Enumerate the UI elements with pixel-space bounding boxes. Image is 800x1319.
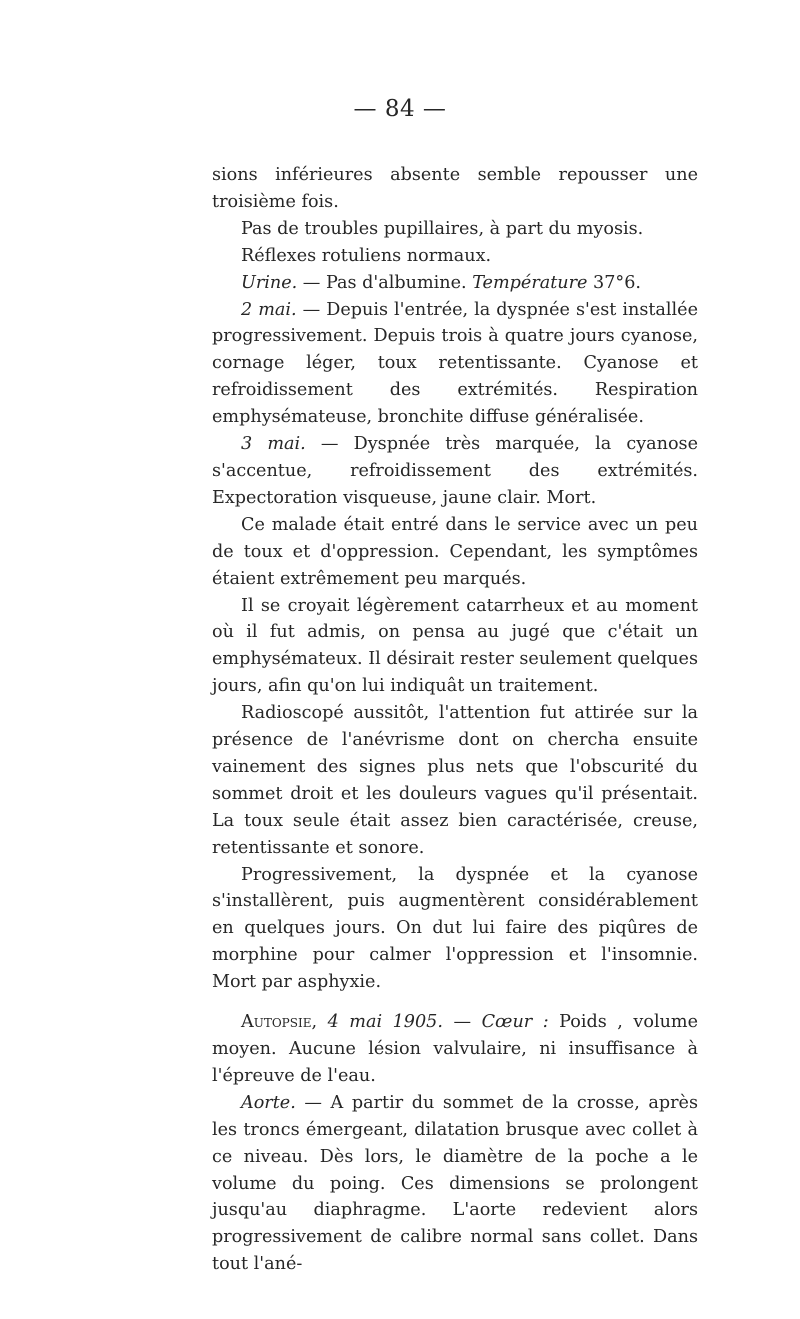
- paragraph-progression: Progressivement, la dyspnée et la cyanose s'installèrent, puis augmentèrent considérablement en quelques jours. On dut lui faire des piqûres de morphine pour calmer l'oppression et l'insomnie. Mort par asphyxie.: [212, 864, 698, 993]
- paragraph-continuation: sions inférieures absente semble repousser une troisième fois.: [212, 165, 698, 212]
- date-may-2: 2 mai.: [241, 299, 297, 320]
- heart-text: Poids , volume moyen. Aucune lésion valvulaire, ni insuffisance à l'épreuve de l'eau.: [212, 1012, 698, 1086]
- paragraph-aorta: [212, 1090, 698, 1278]
- paragraph-autopsy: [212, 1009, 698, 1090]
- paragraph-may-3: [212, 431, 698, 512]
- paragraph-catarrh: Il se croyait légèrement catarrheux et au moment où il fut admis, on pensa au jugé que c'était un emphysémateux. Il désirait rester seulement quelques jours, afin qu'on lui indiquât un traitement.: [212, 595, 698, 697]
- may-2-text: — Depuis l'entrée, la dyspnée s'est installée progressivement. Depuis trois à quatre jours cyanose, cornage léger, toux retentissante. Cyanose et refroidissement des extrémités. Respiration emphysémateuse, bronchite diffuse généralisée.: [212, 299, 698, 428]
- aorta-label: Aorte.: [241, 1092, 296, 1113]
- paragraph-may-2: [212, 297, 698, 432]
- paragraph-radioscopy: Radioscopé aussitôt, l'attention fut attirée sur la présence de l'anévrisme dont on chercha ensuite vainement des signes plus nets que l'obscurité du sommet droit et les douleurs vagues qu'il présentait. La toux seule était assez bien caractérisée, creuse, retentissante et sonore.: [212, 703, 698, 858]
- heart-label: Cœur :: [481, 1012, 549, 1033]
- autopsy-date: 4 mai 1905.: [317, 1012, 443, 1033]
- autopsy-separator: —: [442, 1012, 482, 1033]
- autopsy-label: Autopsie,: [241, 1012, 318, 1033]
- body-text: [212, 162, 698, 1278]
- section-gap: [212, 996, 698, 1009]
- page-number: — 84 —: [353, 96, 447, 122]
- paragraph-urine: [212, 270, 698, 297]
- aorta-text: — A partir du sommet de la crosse, après les troncs émergeant, dilatation brusque avec collet à ce niveau. Dès lors, le diamètre de la poche a le volume du poing. Ces dimensions se prolongent jusqu'au diaphragme. L'aorte redevient alors progressivement de calibre normal sans collet. Dans tout l'ané-: [212, 1092, 698, 1275]
- paragraph-reflexes: Réflexes rotuliens normaux.: [241, 245, 492, 266]
- paragraph-patient-admission: Ce malade était entré dans le service avec un peu de toux et d'oppression. Cependant, les symptômes étaient extrêmement peu marqués.: [212, 514, 698, 589]
- date-may-3: 3 mai.: [241, 434, 306, 455]
- urine-text: — Pas d'albumine.: [297, 272, 473, 293]
- urine-label: Urine.: [241, 272, 298, 293]
- temperature-label: Température: [472, 272, 588, 293]
- paragraph-pupils: Pas de troubles pupillaires, à part du myosis.: [241, 218, 644, 239]
- temperature-value: 37°6.: [587, 272, 642, 293]
- may-3-text: — Dyspnée très marquée, la cyanose s'accentue, refroidissement des extrémités. Expectoration visqueuse, jaune clair. Mort.: [212, 434, 698, 508]
